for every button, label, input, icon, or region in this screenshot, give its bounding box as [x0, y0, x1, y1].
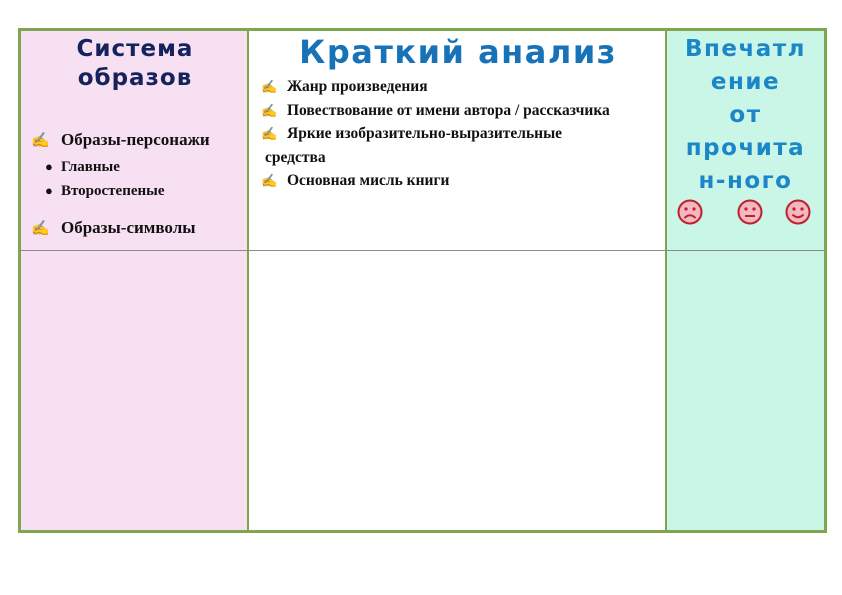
column-short-analysis — [249, 31, 667, 530]
impression-faces — [677, 199, 832, 231]
list-subitem: ● Второстепеные — [45, 182, 165, 199]
column-title-short-analysis: Краткий анализ — [299, 33, 617, 71]
column-title-impression: Впечатл ение от прочита н-ного — [684, 36, 806, 194]
analysis-table — [18, 28, 827, 533]
writing-hand-icon: ✍ — [31, 132, 50, 149]
row-divider — [21, 250, 824, 251]
list-item: ✍ Повествование от имени автора / рассказчика — [261, 99, 661, 123]
list-item: ✍ Жанр произведения — [261, 75, 661, 99]
list-item: ✍ Образы-персонажи — [31, 130, 210, 149]
list-item: ✍ Основная мисль книги — [261, 169, 661, 193]
image-system-list — [31, 129, 246, 239]
list-item-continuation: средства — [265, 148, 326, 166]
bullet-icon: ● — [45, 183, 53, 198]
sad-face-icon[interactable] — [677, 199, 703, 225]
writing-hand-icon: ✍ — [261, 79, 278, 94]
list-subitem: ● Главные — [45, 158, 120, 175]
list-item: ✍ Образы-символы — [31, 218, 196, 237]
happy-face-icon[interactable] — [785, 199, 811, 225]
writing-hand-icon: ✍ — [261, 173, 278, 188]
writing-hand-icon: ✍ — [31, 220, 50, 237]
writing-hand-icon: ✍ — [261, 102, 278, 118]
writing-hand-icon: ✍ — [261, 126, 278, 141]
column-image-system — [21, 31, 249, 530]
column-impression — [667, 31, 824, 530]
bullet-icon: ● — [45, 159, 53, 174]
analysis-list — [261, 75, 661, 193]
list-item: ✍ Яркие изобразительно-выразительные — [261, 122, 661, 146]
column-title-image-system: Система образов — [76, 36, 194, 91]
neutral-face-icon[interactable] — [737, 199, 763, 225]
